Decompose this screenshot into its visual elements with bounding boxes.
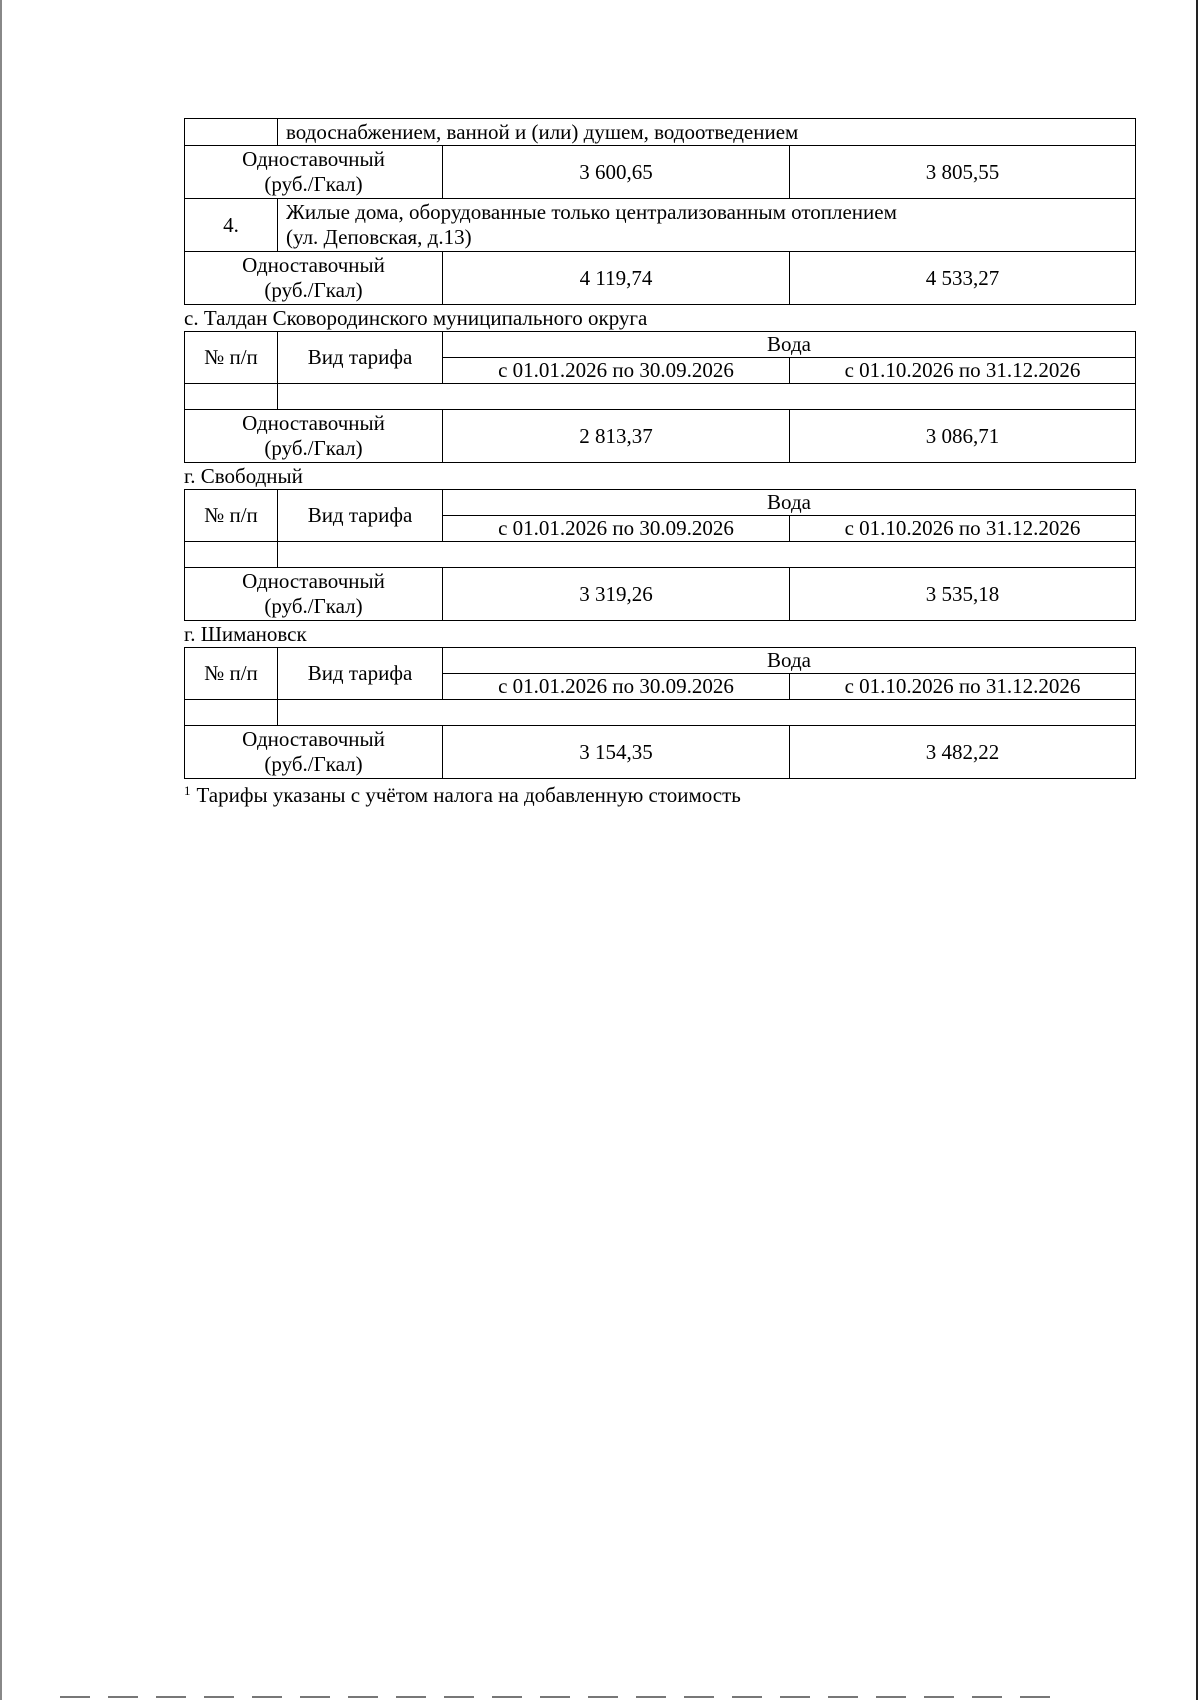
header-group: Вода [443,648,1136,674]
tariff-name: Одноставочный [242,569,385,593]
scan-edge-right [1196,0,1198,1700]
tariff-value-period1: 3 319,26 [443,568,790,621]
footnote-mark: 1 [184,783,191,798]
category-description [278,199,1136,252]
empty-cell [278,542,1136,568]
header-period1: с 01.01.2026 по 30.09.2026 [443,516,790,542]
tariff-table-continuation [184,118,1136,305]
tariff-unit: (руб./Гкал) [264,172,363,196]
header-num: № п/п [185,648,278,700]
tariff-unit: (руб./Гкал) [264,752,363,776]
num-cell [185,119,278,146]
header-tariff-type: Вид тарифа [278,332,443,384]
empty-cell [185,542,278,568]
tariff-value-period2: 3 535,18 [790,568,1136,621]
table-row [185,568,1136,621]
tariff-unit: (руб./Гкал) [264,436,363,460]
tariff-value-period2: 3 086,71 [790,410,1136,463]
table-row [185,542,1136,568]
table-row [185,384,1136,410]
category-line2: (ул. Деповская, д.13) [286,225,472,249]
scan-edge-left [0,0,2,1700]
table-row [185,700,1136,726]
tariff-value-period1: 4 119,74 [443,252,790,305]
header-tariff-type: Вид тарифа [278,490,443,542]
tariff-value-period1: 3 600,65 [443,146,790,199]
tariff-table [184,489,1136,621]
empty-cell [185,700,278,726]
footnote-text: Тарифы указаны с учётом налога на добавленную стоимость [196,783,741,807]
tariff-table [184,647,1136,779]
tariff-value-period2: 3 482,22 [790,726,1136,779]
section-title: г. Свободный [184,464,303,488]
empty-cell [278,700,1136,726]
header-tariff-type: Вид тарифа [278,648,443,700]
header-period2: с 01.10.2026 по 31.12.2026 [790,358,1136,384]
header-period2: с 01.10.2026 по 31.12.2026 [790,516,1136,542]
empty-cell [185,384,278,410]
tariff-value-period1: 3 154,35 [443,726,790,779]
table-row [185,119,1136,146]
tariff-unit: (руб./Гкал) [264,278,363,302]
tariff-type-cell [185,146,443,199]
document-page [184,118,1135,808]
tariff-type-cell [185,252,443,305]
header-period1: с 01.01.2026 по 30.09.2026 [443,358,790,384]
section-title: с. Талдан Сковородинского муниципального округа [184,306,648,330]
table-row [185,726,1136,779]
tariff-value-period2: 4 533,27 [790,252,1136,305]
header-period1: с 01.01.2026 по 30.09.2026 [443,674,790,700]
header-num: № п/п [185,490,278,542]
tariff-type-cell [185,568,443,621]
category-description: водоснабжением, ванной и (или) душем, водоотведением [278,119,1136,146]
table-header-row [185,332,1136,358]
tariff-table [184,331,1136,463]
tariff-type-cell [185,726,443,779]
header-period2: с 01.10.2026 по 31.12.2026 [790,674,1136,700]
tariff-value-period2: 3 805,55 [790,146,1136,199]
item-number: 4. [185,199,278,252]
footnote [184,782,1135,808]
tariff-value-period1: 2 813,37 [443,410,790,463]
empty-cell [278,384,1136,410]
table-header-row [185,648,1136,674]
header-group: Вода [443,490,1136,516]
table-row [185,252,1136,305]
header-num: № п/п [185,332,278,384]
scan-edge-bottom [60,1696,1060,1698]
section-title: г. Шимановск [184,622,307,646]
header-group: Вода [443,332,1136,358]
tariff-type-cell [185,410,443,463]
tariff-unit: (руб./Гкал) [264,594,363,618]
table-row [185,410,1136,463]
tariff-name: Одноставочный [242,253,385,277]
tariff-name: Одноставочный [242,411,385,435]
tariff-name: Одноставочный [242,147,385,171]
table-header-row [185,490,1136,516]
tariff-name: Одноставочный [242,727,385,751]
category-line1: Жилые дома, оборудованные только централизованным отоплением [286,200,897,224]
table-row [185,146,1136,199]
table-row [185,199,1136,252]
